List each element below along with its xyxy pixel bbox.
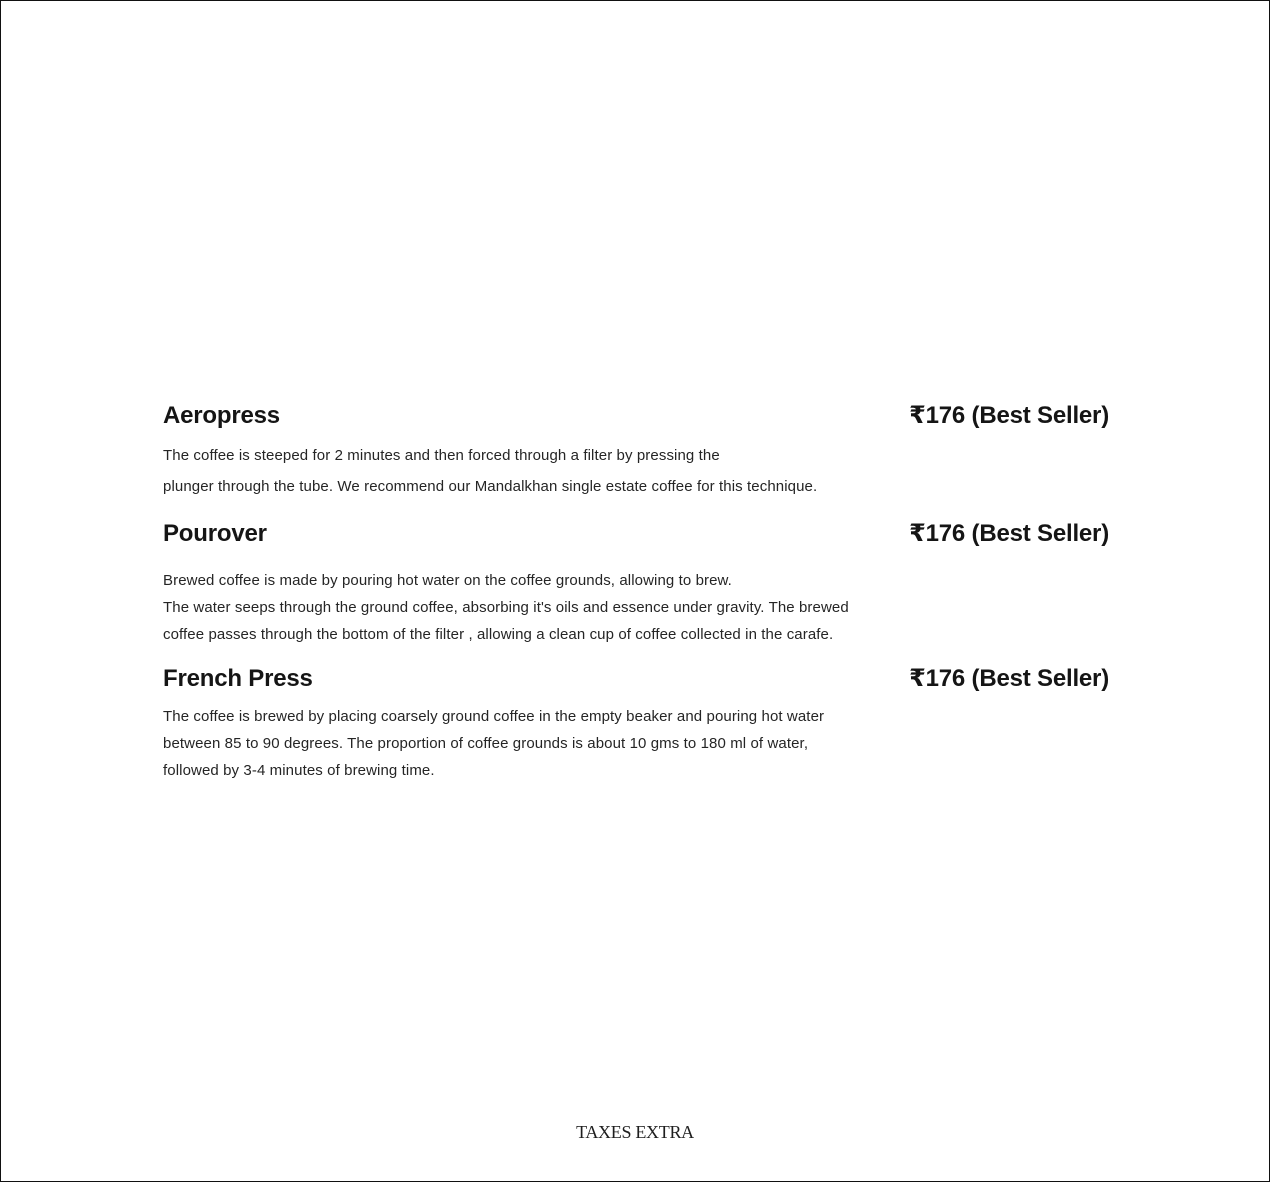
item-price: ₹176 (Best Seller) — [909, 402, 1109, 429]
item-description — [163, 440, 923, 502]
menu-item-aeropress — [163, 401, 1109, 502]
menu-item-french-press — [163, 664, 1109, 784]
menu-item-pourover — [163, 519, 1109, 648]
item-name: French Press — [163, 665, 313, 692]
description-line: followed by 3-4 minutes of brewing time. — [163, 762, 435, 779]
description-line: plunger through the tube. We recommend our Mandalkhan single estate coffee for this technique. — [163, 478, 818, 495]
item-description — [163, 703, 923, 784]
menu-item-header — [163, 401, 1109, 435]
item-name: Aeropress — [163, 402, 280, 429]
description-line: The coffee is steeped for 2 minutes and then forced through a filter by pressing the — [163, 447, 720, 464]
menu-item-header — [163, 519, 1109, 567]
description-line: between 85 to 90 degrees. The proportion of coffee grounds is about 10 gms to 180 ml of water, — [163, 735, 809, 752]
description-line: coffee passes through the bottom of the filter , allowing a clean cup of coffee collected in the carafe. — [163, 626, 834, 643]
item-price: ₹176 (Best Seller) — [909, 520, 1109, 547]
item-name: Pourover — [163, 520, 267, 547]
menu-item-header — [163, 664, 1109, 703]
description-line: The water seeps through the ground coffee, absorbing it's oils and essence under gravity. The brewed — [163, 599, 849, 616]
description-line: The coffee is brewed by placing coarsely ground coffee in the empty beaker and pouring hot water — [163, 708, 825, 725]
taxes-note: TAXES EXTRA — [576, 1122, 694, 1142]
description-line: Brewed coffee is made by pouring hot water on the coffee grounds, allowing to brew. — [163, 572, 732, 589]
item-description — [163, 567, 923, 648]
item-price: ₹176 (Best Seller) — [909, 665, 1109, 692]
